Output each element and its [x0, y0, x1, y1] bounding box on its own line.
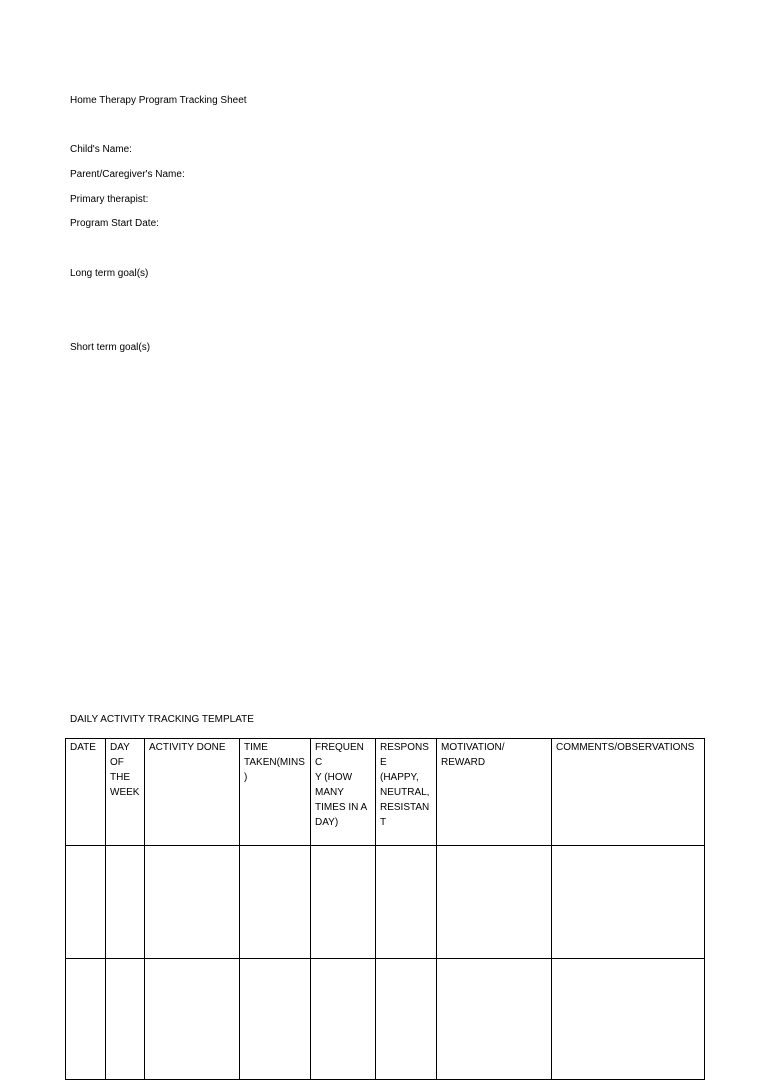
column-header-date: DATE [66, 739, 106, 846]
column-header-motivation-reward: MOTIVATION/ REWARD [437, 739, 552, 846]
comments-observations-cell[interactable] [552, 846, 705, 959]
column-header-activity-done: ACTIVITY DONE [145, 739, 240, 846]
parent-caregiver-name-label: Parent/Caregiver's Name: [70, 169, 185, 180]
response-cell[interactable] [376, 959, 437, 1080]
activity-done-cell[interactable] [145, 846, 240, 959]
table-header-row [66, 739, 705, 846]
column-header-response: RESPONSE (HAPPY, NEUTRAL, RESISTANT [376, 739, 437, 846]
time-taken-cell[interactable] [240, 959, 311, 1080]
document-title: Home Therapy Program Tracking Sheet [70, 95, 247, 106]
table-row [66, 846, 705, 959]
frequency-cell[interactable] [311, 846, 376, 959]
column-header-comments-observations: COMMENTS/OBSERVATIONS [552, 739, 705, 846]
primary-therapist-label: Primary therapist: [70, 194, 149, 205]
activity-done-cell[interactable] [145, 959, 240, 1080]
day-of-week-cell[interactable] [106, 959, 145, 1080]
column-header-frequency: FREQUENC Y (HOW MANY TIMES IN A DAY) [311, 739, 376, 846]
child-name-label: Child's Name: [70, 144, 132, 155]
comments-observations-cell[interactable] [552, 959, 705, 1080]
frequency-cell[interactable] [311, 959, 376, 1080]
motivation-reward-cell[interactable] [437, 959, 552, 1080]
response-cell[interactable] [376, 846, 437, 959]
daily-tracking-section-title: DAILY ACTIVITY TRACKING TEMPLATE [70, 714, 254, 725]
time-taken-cell[interactable] [240, 846, 311, 959]
day-of-week-cell[interactable] [106, 846, 145, 959]
date-cell[interactable] [66, 846, 106, 959]
program-start-date-label: Program Start Date: [70, 218, 159, 229]
daily-activity-tracking-table [65, 738, 705, 1080]
motivation-reward-cell[interactable] [437, 846, 552, 959]
table-row [66, 959, 705, 1080]
column-header-day-of-week: DAY OF THE WEEK [106, 739, 145, 846]
column-header-time-taken: TIME TAKEN(MINS) [240, 739, 311, 846]
short-term-goals-label: Short term goal(s) [70, 342, 151, 353]
date-cell[interactable] [66, 959, 106, 1080]
long-term-goals-label: Long term goal(s) [70, 268, 149, 279]
